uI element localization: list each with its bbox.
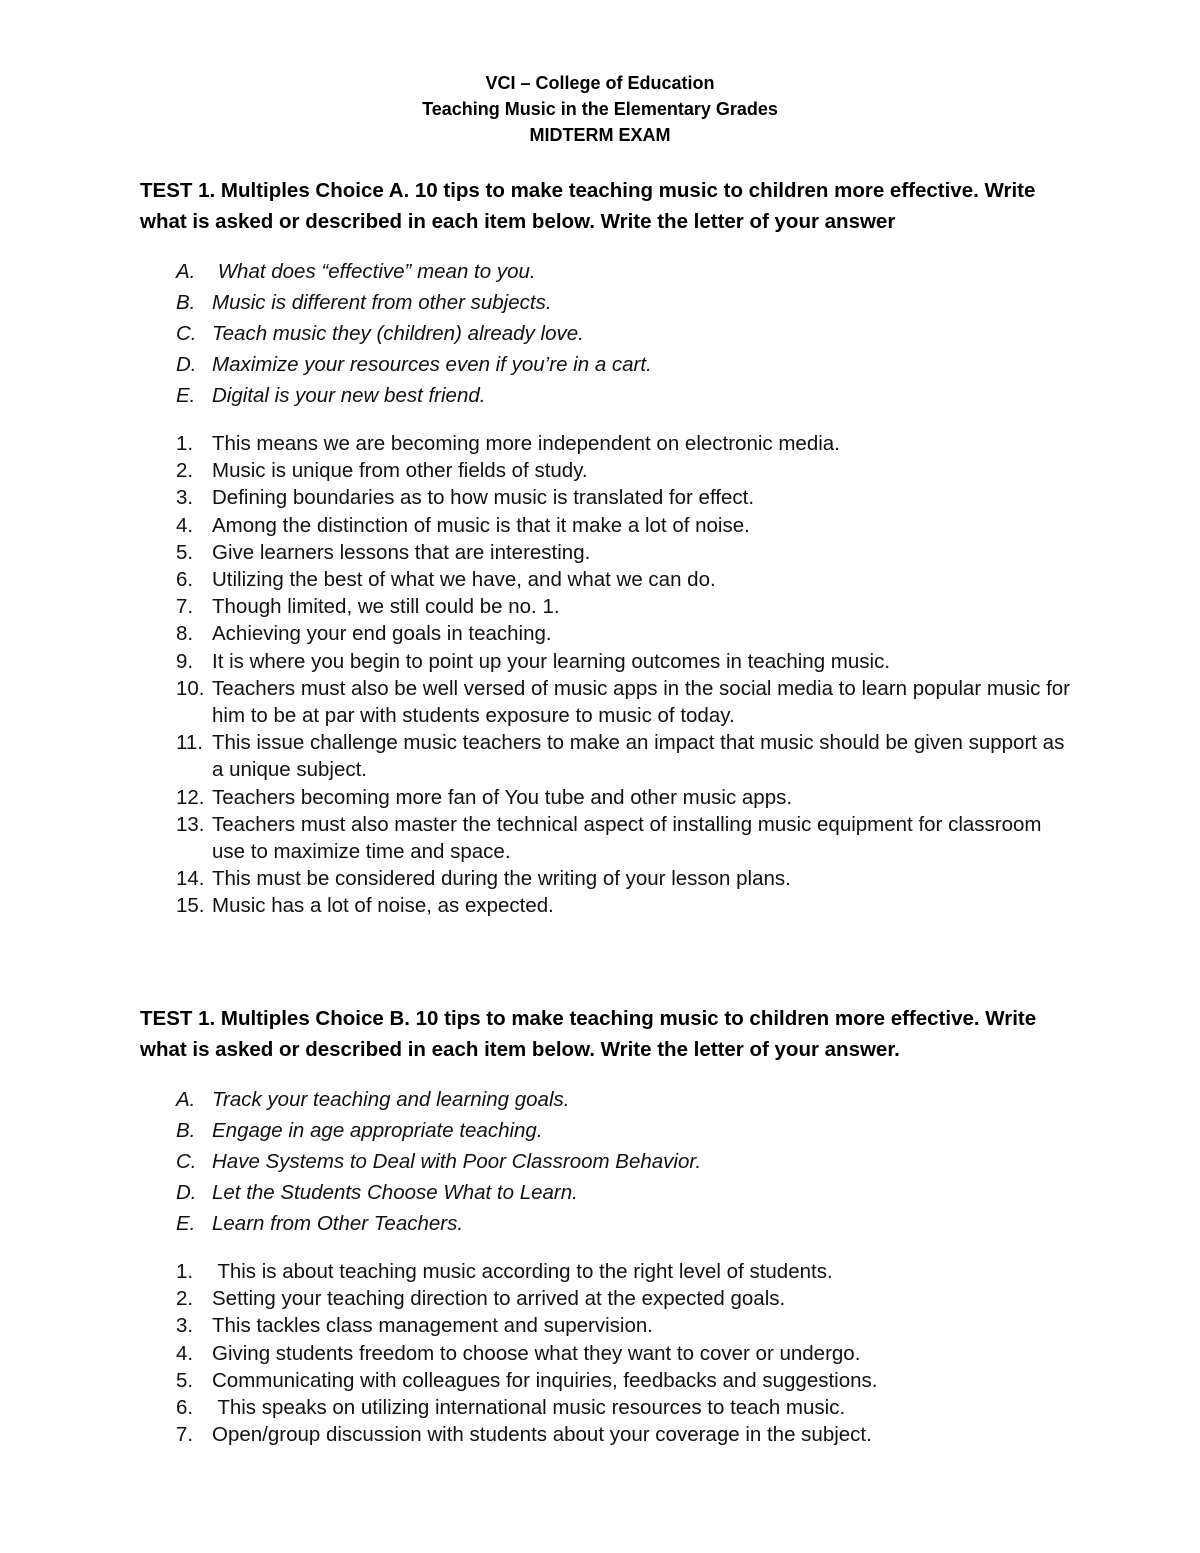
list-item: 1. This means we are becoming more independent on electronic media. xyxy=(176,432,840,455)
list-item: 4. Giving students freedom to choose what they want to cover or undergo. xyxy=(176,1341,861,1365)
list-item: 1. This is about teaching music according to the right level of students. xyxy=(176,1260,833,1283)
test-b-choices xyxy=(140,1084,1070,1239)
list-item: 4. Among the distinction of music is that it make a lot of noise. xyxy=(176,513,750,537)
choice-item: A. Track your teaching and learning goals. xyxy=(176,1088,570,1111)
list-item: 15. Music has a lot of noise, as expected. xyxy=(176,894,554,918)
list-item: 3. Defining boundaries as to how music is translated for effect. xyxy=(176,486,755,510)
choice-item: B. Engage in age appropriate teaching. xyxy=(176,1119,543,1142)
list-item: 11. This issue challenge music teachers to make an impact that music should be given support as a unique subject. xyxy=(176,731,1065,782)
list-item: 6. Utilizing the best of what we have, and what we can do. xyxy=(176,568,716,592)
choice-item: D. Let the Students Choose What to Learn. xyxy=(176,1181,578,1204)
list-item: 7. Open/group discussion with students about your coverage in the subject. xyxy=(176,1423,872,1447)
document-header xyxy=(0,70,1200,148)
course-title: Teaching Music in the Elementary Grades xyxy=(422,99,778,119)
list-item: 10. Teachers must also be well versed of music apps in the social media to learn popular music for him to be at par with students exposure to music of today. xyxy=(176,676,1070,728)
list-item: 5. Communicating with colleagues for inquiries, feedbacks and suggestions. xyxy=(176,1368,878,1392)
choice-item: B. Music is different from other subjects. xyxy=(176,291,552,314)
list-item: 5. Give learners lessons that are interesting. xyxy=(176,540,591,564)
choice-item: E. Digital is your new best friend. xyxy=(176,384,486,407)
choice-item: D. Maximize your resources even if you’re in a cart. xyxy=(176,353,652,376)
test-b-items xyxy=(140,1258,1070,1448)
list-item: 14. This must be considered during the writing of your lesson plans. xyxy=(176,867,791,891)
test-a-title: TEST 1. Multiples Choice A. 10 tips to make teaching music to children more effective. Write what is asked or described in each item below. Write the letter of your answer xyxy=(140,179,1036,233)
choice-item: C. Have Systems to Deal with Poor Classroom Behavior. xyxy=(176,1150,702,1173)
test-b-section xyxy=(140,1003,1070,1448)
institution-title: VCI – College of Education xyxy=(485,73,715,93)
choice-item: E. Learn from Other Teachers. xyxy=(176,1212,464,1235)
list-item: 6. This speaks on utilizing international music resources to teach music. xyxy=(176,1396,846,1420)
choice-item: A. What does “effective” mean to you. xyxy=(176,260,536,283)
list-item: 13. Teachers must also master the technical aspect of installing music equipment for classroom use to maximize time and space. xyxy=(176,812,1042,864)
test-a-section xyxy=(140,175,1070,920)
test-a-items xyxy=(140,430,1070,920)
test-a-choices xyxy=(140,256,1070,411)
list-item: 2. Music is unique from other fields of study. xyxy=(176,459,588,483)
test-b-title: TEST 1. Multiples Choice B. 10 tips to make teaching music to children more effective. Write what is asked or described in each item below. Write the letter of your answer. xyxy=(140,1007,1037,1061)
list-item: 9. It is where you begin to point up your learning outcomes in teaching music. xyxy=(176,649,891,673)
exam-title: MIDTERM EXAM xyxy=(529,125,671,145)
choice-item: C. Teach music they (children) already love. xyxy=(176,322,584,345)
list-item: 8. Achieving your end goals in teaching. xyxy=(176,622,552,646)
list-item: 2. Setting your teaching direction to arrived at the expected goals. xyxy=(176,1287,786,1311)
list-item: 12. Teachers becoming more fan of You tube and other music apps. xyxy=(176,785,793,809)
list-item: 7. Though limited, we still could be no. 1. xyxy=(176,595,560,619)
list-item: 3. This tackles class management and supervision. xyxy=(176,1314,653,1338)
